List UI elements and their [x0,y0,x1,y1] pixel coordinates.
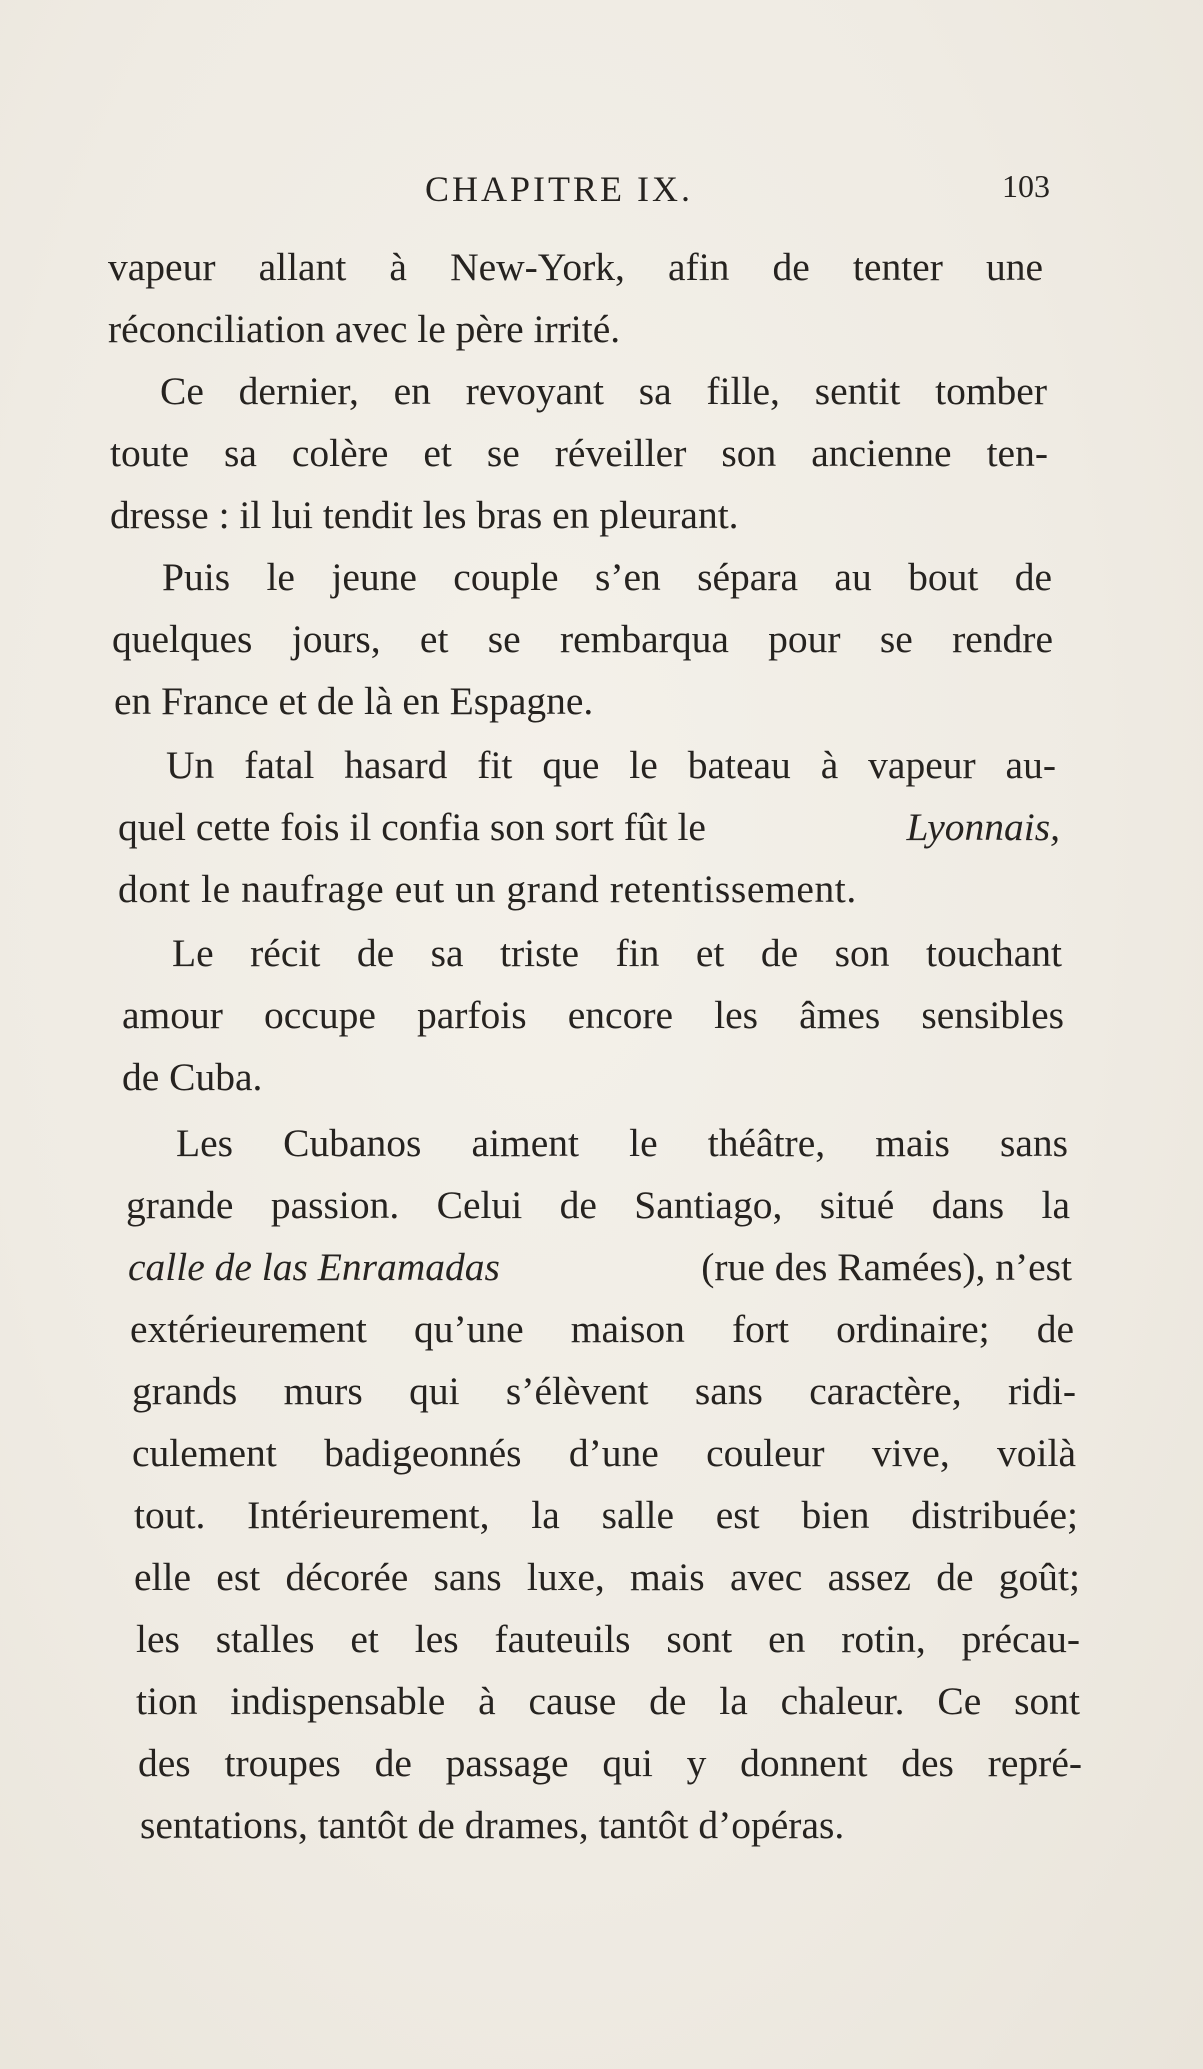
text-line: Puis le jeune couple s’en sépara au bout de [162,555,1052,599]
text-line: Ce dernier, en revoyant sa fille, sentit tomber [160,369,1047,413]
page-header [120,168,1060,218]
text-line: elle est décorée sans luxe, mais avec assez de goût; [134,1555,1080,1599]
text-line: grande passion. Celui de Santiago, situé dans la [126,1183,1070,1227]
text-line: calle de las Enramadas (rue des Ramées), n’est [0,1236,1203,1298]
text-line: quel cette fois il confia son sort fût le Lyonnais, [0,796,1203,858]
text-line: Les Cubanos aiment le théâtre, mais sans [176,1121,1068,1165]
page-number: 103 [1002,168,1050,204]
text-line: toute sa colère et se réveiller son ancienne ten- [110,431,1048,475]
text-line: amour occupe parfois encore les âmes sensibles [122,993,1064,1037]
text-line: Un fatal hasard fit que le bateau à vapeur au- [166,743,1056,787]
text-line: quelques jours, et se rembarqua pour se rendre [112,617,1053,661]
text-line: des troupes de passage qui y donnent des repré- [138,1741,1082,1785]
text-line: de Cuba. [122,1055,263,1099]
text-line: dresse : il lui tendit les bras en pleurant. [110,493,739,537]
ship-name: Lyonnais, [906,805,1060,849]
text-line: vapeur allant à New-York, afin de tenter une [108,245,1043,289]
text-line: dont le naufrage eut un grand retentissement. [118,867,857,911]
text-line: tion indispensable à cause de la chaleur. Ce sont [136,1679,1080,1723]
running-title: CHAPITRE IX. [425,169,693,209]
text-line: les stalles et les fauteuils sont en rotin, précau- [136,1617,1080,1661]
text-line: Le récit de sa triste fin et de son touchant [172,931,1062,975]
text-line: en France et de là en Espagne. [114,679,594,723]
street-name: calle de las Enramadas [128,1245,500,1289]
text-line: extérieurement qu’une maison fort ordinaire; de [130,1307,1074,1351]
text-line: grands murs qui s’élèvent sans caractère, ridi- [132,1369,1076,1413]
text-line: tout. Intérieurement, la salle est bien distribuée; [134,1493,1078,1537]
text-line: réconciliation avec le père irrité. [108,307,621,351]
text-line: culement badigeonnés d’une couleur vive, voilà [132,1431,1076,1475]
text-line: sentations, tantôt de drames, tantôt d’opéras. [140,1803,845,1847]
